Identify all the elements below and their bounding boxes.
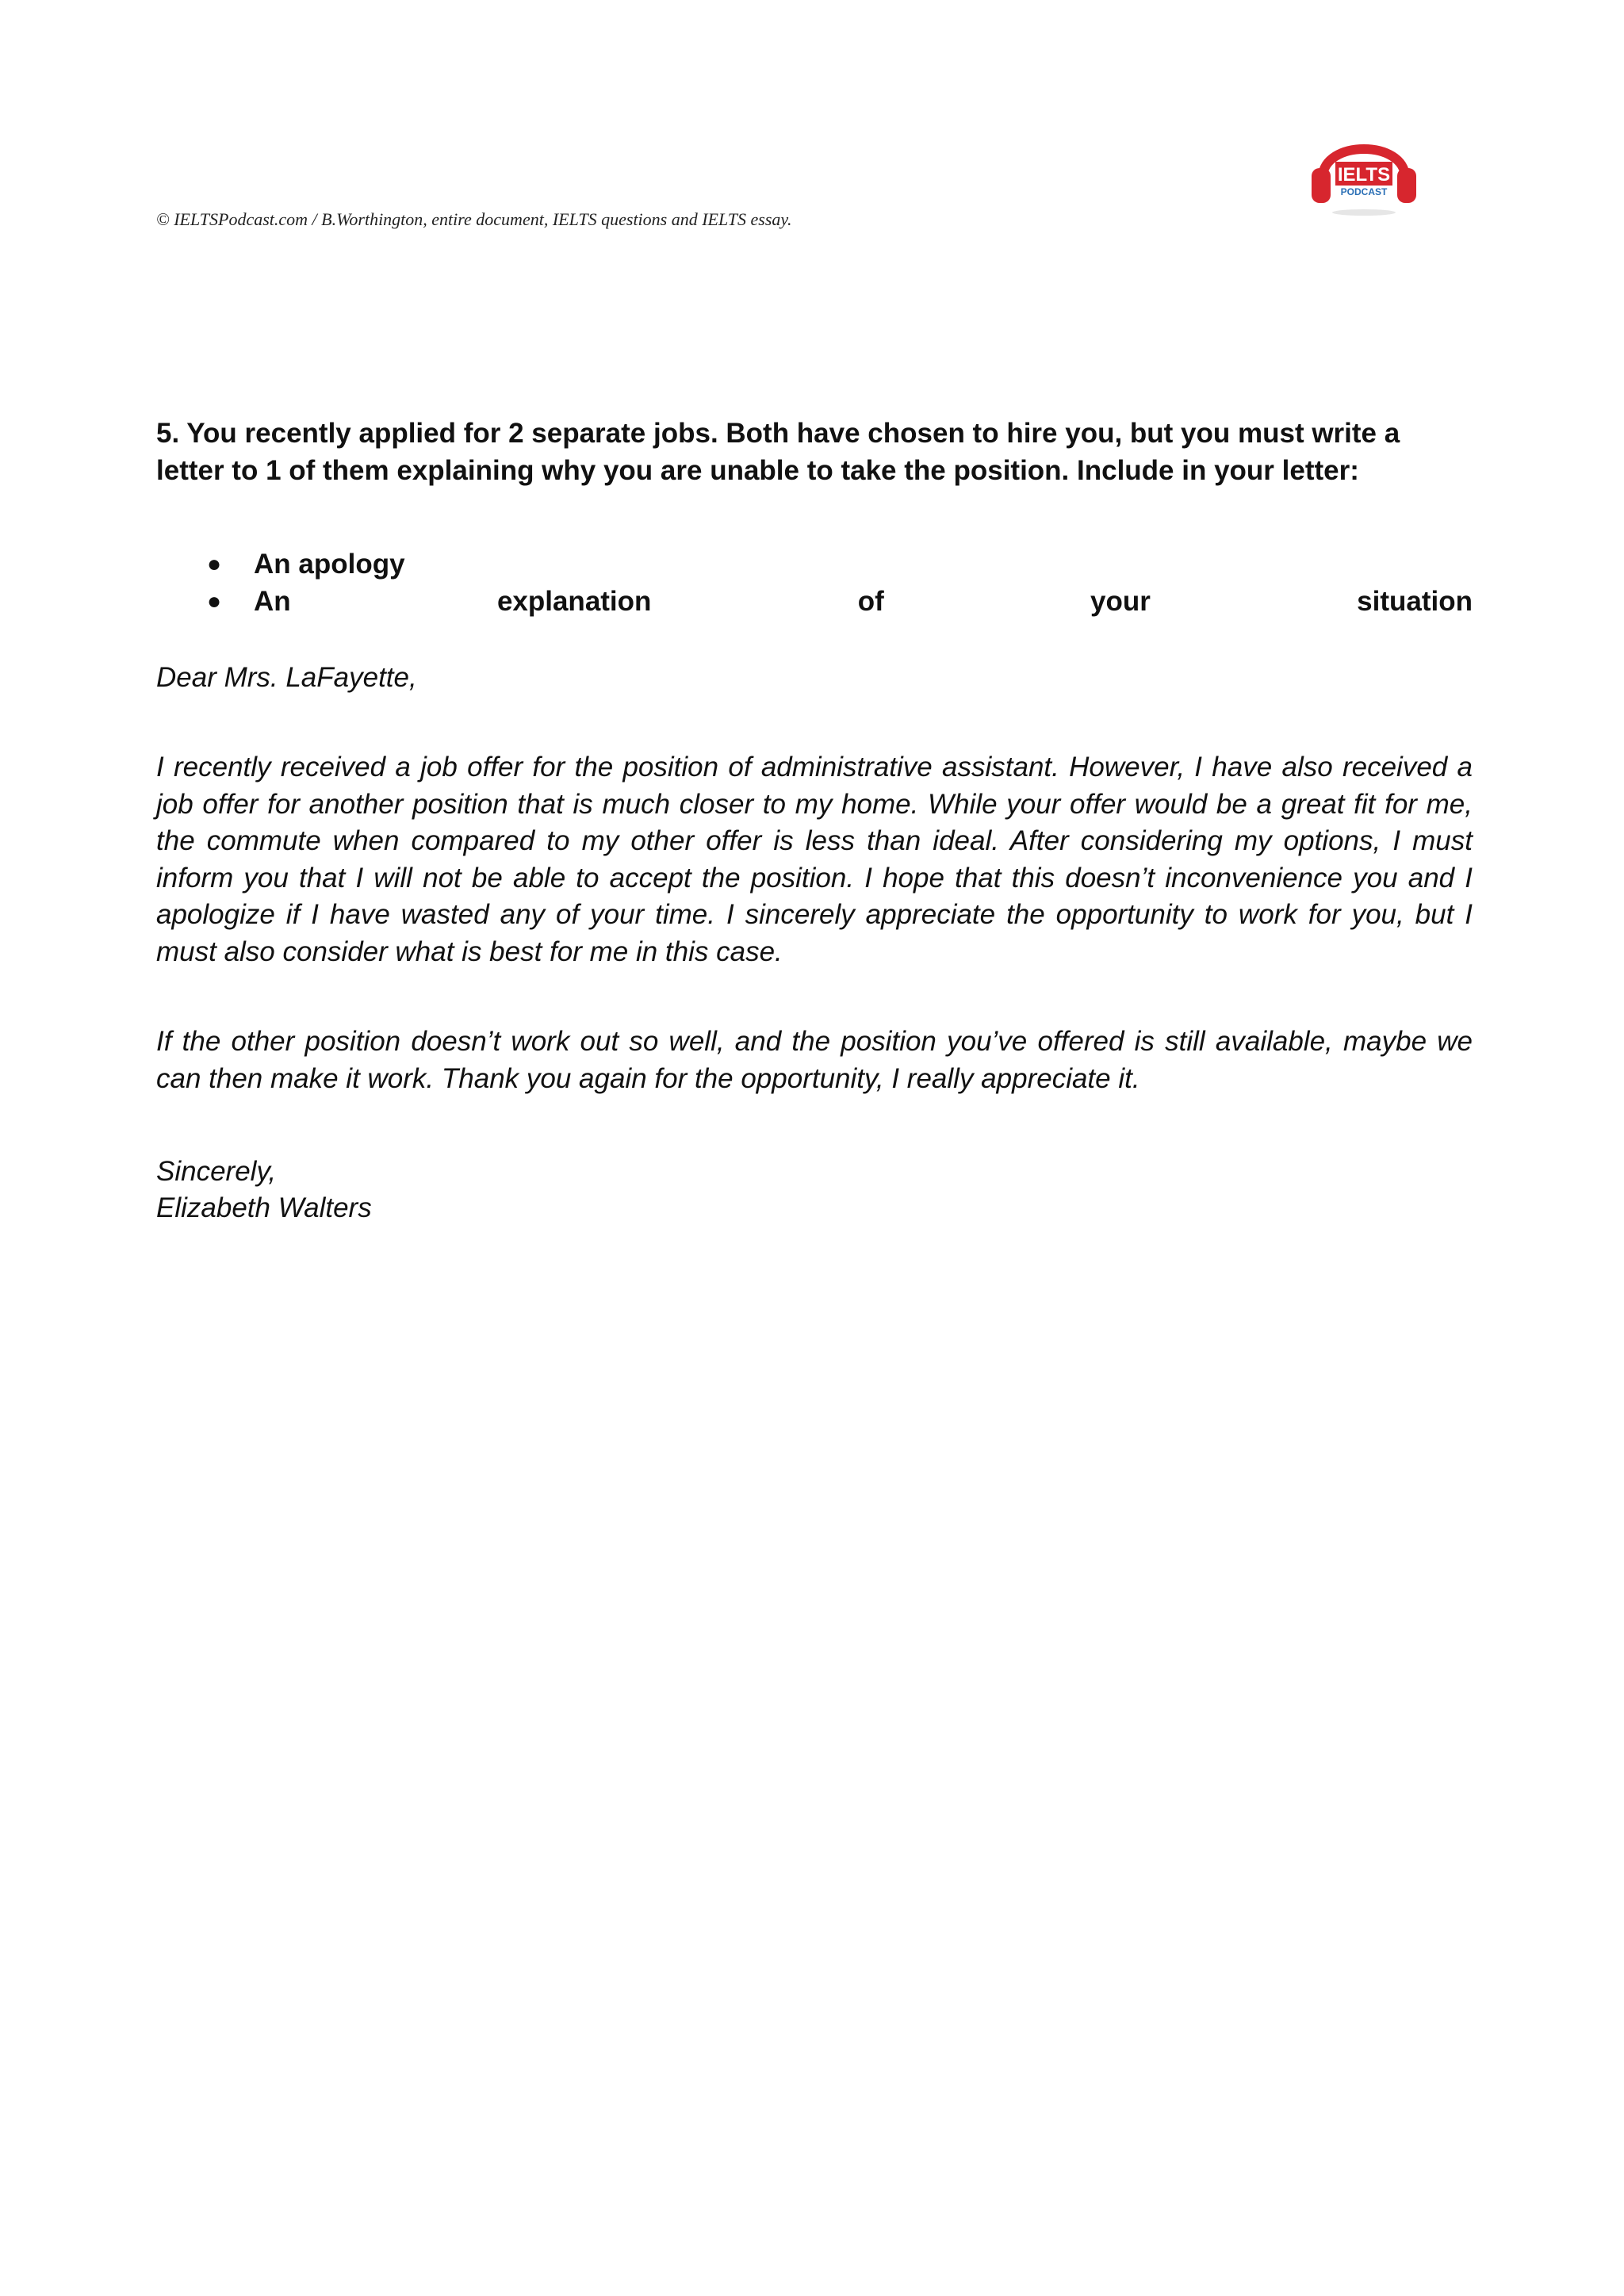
task-prompt: 5. You recently applied for 2 separate jobs. Both have chosen to hire you, but you must write a letter to 1 of them explaining why you are unable to take the position. Include in your letter:: [156, 418, 1400, 486]
requirement-word: your: [1090, 586, 1151, 617]
headphones-logo-icon: [1300, 116, 1427, 219]
letter-paragraph-1: I recently received a job offer for the position of administrative assistant. However, I have also received a job offer for another position that is much closer to my home. While your offer would be a great fit for me, the commute when compared to my other offer is less than ideal. After considering my options, I must inform you that I will not be able to accept the position. I hope that this doesn’t inconvenience you and I apologize if I have wasted any of your time. I sincerely appreciate the opportunity to work for you, but I must also consider what is best for me in this case.: [156, 752, 1473, 967]
ielts-podcast-logo: [1300, 116, 1427, 219]
requirement-word: of: [857, 586, 884, 617]
list-item: [156, 545, 1473, 583]
copyright-notice: © IELTSPodcast.com / B.Worthington, entire document, IELTS questions and IELTS essay.: [156, 209, 792, 229]
logo-text-top: IELTS: [1337, 164, 1391, 186]
task-requirements-list: [156, 545, 1473, 620]
requirement-apology: An apology: [254, 549, 405, 580]
bullet-icon: ●: [207, 551, 222, 577]
requirement-word: An: [254, 586, 291, 617]
requirement-word: explanation: [496, 586, 652, 617]
letter-paragraph-2: If the other position doesn’t work out so well, and the position you’ve offered is still available, maybe we can then make it work. Thank you again for the opportunity, I really appreciate it.: [156, 1026, 1473, 1094]
letter-signature: Elizabeth Walters: [156, 1192, 372, 1223]
list-item: [156, 583, 1473, 620]
letter-salutation: Dear Mrs. LaFayette,: [156, 662, 417, 693]
logo-text-bottom: PODCAST: [1340, 186, 1388, 197]
bullet-icon: ●: [207, 588, 222, 614]
letter-closing: Sincerely,: [156, 1156, 277, 1187]
requirement-word: situation: [1357, 586, 1473, 617]
